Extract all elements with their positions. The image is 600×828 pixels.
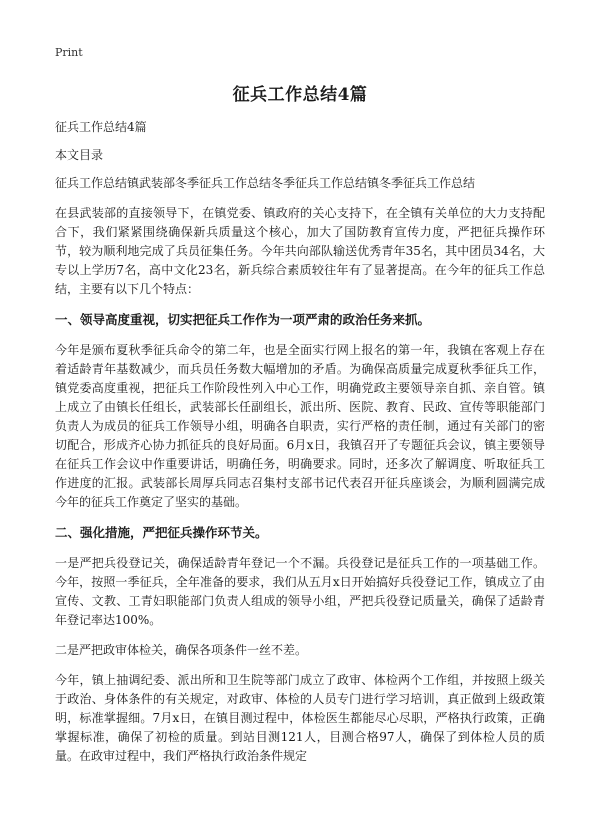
section-2-paragraph-2: 二是严把政审体检关，确保各项条件一丝不差。 <box>55 643 308 657</box>
document-body <box>55 118 545 777</box>
section-2-paragraph-1: 一是严把兵役登记关，确保适龄青年登记一个不漏。兵役登记是征兵工作的一项基础工作。今年，按照一季征兵，全年准备的要求，我们从五月x日开始搞好兵役登记工作，镇成立了由宣传、文教、工青妇职能部门负责人组成的领导小组，严把兵役登记质量关，确保了适龄青年登记率达100%。 <box>55 556 545 627</box>
section-1-heading: 一、领导高度重视，切实把征兵工作作为一项严肃的政治任务来抓。 <box>55 312 431 327</box>
section-1-body: 今年是颁布夏秋季征兵命令的第二年，也是全面实行网上报名的第一年，我镇在客观上存在着适龄青年基数减少，而兵员任务数大幅增加的矛盾。为确保高质量完成夏秋季征兵工作，镇党委高度重视，把征兵工作阶段性列入中心工作，明确党政主要领导亲自抓、亲自管。镇上成立了由镇长任组长，武装部长任副组长，派出所、医院、教育、民政、宣传等职能部门负责人为成员的征兵工作领导小组，明确各自职责，实行严格的责任制，通过有关部门的密切配合，形成齐心协力抓征兵的良好局面。6月x日，我镇召开了专题征兵会议，镇主要领导在征兵工作会议中作重要讲话，明确任务，明确要求。同时，还多次了解调度、听取征兵工作进度的汇报。武装部长周厚兵同志召集村支部书记代表召开征兵座谈会，为顺利圆满完成今年的征兵工作奠定了坚实的基础。 <box>55 343 545 509</box>
section-2-heading: 二、强化措施，严把征兵操作环节关。 <box>55 525 268 540</box>
intro-paragraph: 在县武装部的直接领导下，在镇党委、镇政府的关心支持下，在全镇有关单位的大力支持配合下，我们紧紧围绕确保新兵质量这个核心，加大了国防教育宣传力度，严把征兵操作环节，较为顺利地完成了兵员征集任务。今年共向部队输送优秀青年35名，其中团员34名，大专以上学历7名，高中文化23名，新兵综合素质较往年有了显著提高。在今年的征兵工作总结，主要有以下几个特点： <box>55 206 545 296</box>
toc-label: 本文目录 <box>55 148 104 162</box>
document-subtitle: 征兵工作总结4篇 <box>55 120 147 134</box>
section-2-paragraph-3: 今年，镇上抽调纪委、派出所和卫生院等部门成立了政审、体检两个工作组，并按照上级关于政治、身体条件的有关规定，对政审、体检的人员专门进行学习培训，真正做到上级政策明，标准掌握细。7月x日，在镇目测过程中，体检医生都能尽心尽职，严格执行政策，正确掌握标准，确保了初检的质量。到站目测121人，目测合格97人，确保了到体检人员的质量。在政审过程中，我们严格执行政治条件规定 <box>55 673 545 763</box>
toc-entries: 征兵工作总结镇武装部冬季征兵工作总结冬季征兵工作总结镇冬季征兵工作总结 <box>55 176 476 190</box>
print-link[interactable]: Print <box>55 46 83 59</box>
document-title: 征兵工作总结4篇 <box>232 85 368 105</box>
